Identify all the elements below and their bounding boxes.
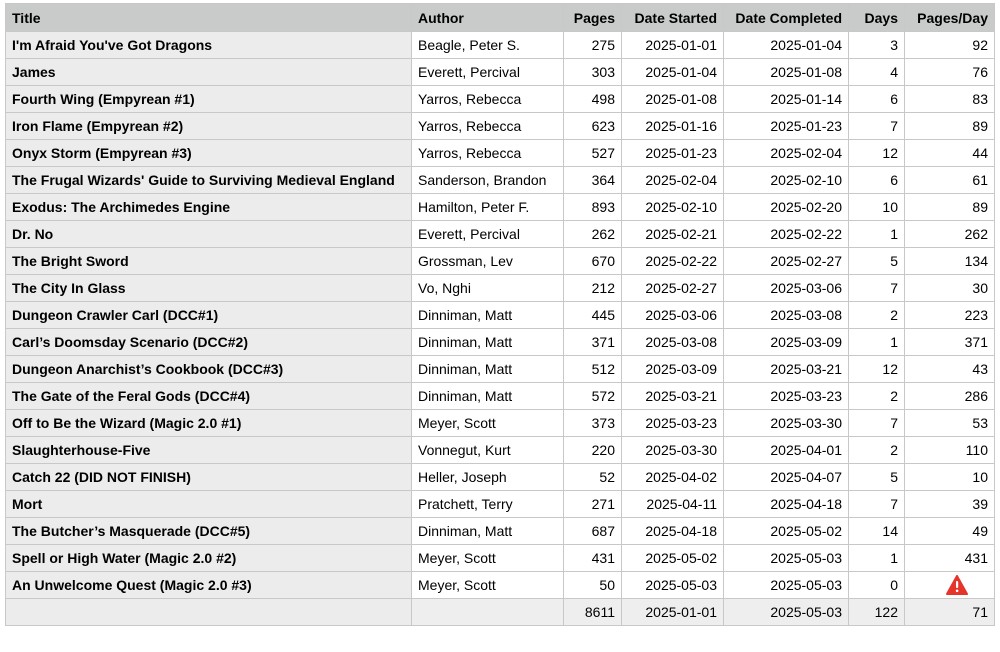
date-completed-cell[interactable]: 2025-01-08	[724, 59, 849, 86]
total-started-cell[interactable]: 2025-01-01	[622, 599, 724, 626]
pages-per-day-cell[interactable]: 89	[905, 113, 995, 140]
pages-per-day-cell[interactable]: 89	[905, 194, 995, 221]
pages-cell[interactable]: 220	[564, 437, 622, 464]
title-cell[interactable]: Catch 22 (DID NOT FINISH)	[6, 464, 412, 491]
header-row	[6, 4, 995, 32]
date-completed-cell[interactable]: 2025-04-01	[724, 437, 849, 464]
pages-per-day-cell[interactable]: 44	[905, 140, 995, 167]
totals-row	[6, 599, 995, 626]
table-row	[6, 518, 995, 545]
date-started-cell[interactable]: 2025-04-18	[622, 518, 724, 545]
days-cell[interactable]: 4	[849, 59, 905, 86]
author-cell[interactable]: Yarros, Rebecca	[412, 86, 564, 113]
title-cell[interactable]: James	[6, 59, 412, 86]
author-cell[interactable]: Sanderson, Brandon	[412, 167, 564, 194]
title-cell[interactable]: Onyx Storm (Empyrean #3)	[6, 140, 412, 167]
pages-cell[interactable]: 687	[564, 518, 622, 545]
pages-cell[interactable]: 262	[564, 221, 622, 248]
pages-cell[interactable]: 364	[564, 167, 622, 194]
title-cell[interactable]: Carl’s Doomsday Scenario (DCC#2)	[6, 329, 412, 356]
table-row	[6, 113, 995, 140]
pages-cell[interactable]: 371	[564, 329, 622, 356]
table-row	[6, 275, 995, 302]
days-cell[interactable]: 14	[849, 518, 905, 545]
author-cell[interactable]: Everett, Percival	[412, 221, 564, 248]
table-row	[6, 329, 995, 356]
days-cell[interactable]: 7	[849, 410, 905, 437]
title-cell[interactable]: Off to Be the Wizard (Magic 2.0 #1)	[6, 410, 412, 437]
date-completed-cell[interactable]: 2025-05-03	[724, 545, 849, 572]
table-row	[6, 545, 995, 572]
column-header-author[interactable]: Author	[412, 4, 564, 32]
author-cell[interactable]: Vo, Nghi	[412, 275, 564, 302]
pages-cell[interactable]: 445	[564, 302, 622, 329]
reading-log-table	[5, 3, 995, 626]
date-completed-cell[interactable]: 2025-03-23	[724, 383, 849, 410]
date-started-cell[interactable]: 2025-02-10	[622, 194, 724, 221]
title-cell[interactable]: The Frugal Wizards' Guide to Surviving Medieval England	[6, 167, 412, 194]
date-started-cell[interactable]: 2025-04-02	[622, 464, 724, 491]
days-cell[interactable]: 5	[849, 464, 905, 491]
total-completed-cell[interactable]: 2025-05-03	[724, 599, 849, 626]
author-cell[interactable]: Meyer, Scott	[412, 572, 564, 599]
author-cell[interactable]: Grossman, Lev	[412, 248, 564, 275]
pages-per-day-cell[interactable]: 30	[905, 275, 995, 302]
date-started-cell[interactable]: 2025-01-16	[622, 113, 724, 140]
pages-per-day-cell[interactable]: 76	[905, 59, 995, 86]
pages-cell[interactable]: 212	[564, 275, 622, 302]
author-cell[interactable]: Dinniman, Matt	[412, 302, 564, 329]
days-cell[interactable]: 2	[849, 302, 905, 329]
date-completed-cell[interactable]: 2025-02-22	[724, 221, 849, 248]
pages-per-day-cell[interactable]: 83	[905, 86, 995, 113]
total-title-cell[interactable]	[6, 599, 412, 626]
table-row	[6, 194, 995, 221]
table-row	[6, 86, 995, 113]
author-cell[interactable]: Dinniman, Matt	[412, 356, 564, 383]
days-cell[interactable]: 12	[849, 140, 905, 167]
days-cell[interactable]: 7	[849, 275, 905, 302]
date-started-cell[interactable]: 2025-03-30	[622, 437, 724, 464]
pages-cell[interactable]: 373	[564, 410, 622, 437]
pages-per-day-cell[interactable]	[905, 572, 995, 599]
pages-cell[interactable]: 50	[564, 572, 622, 599]
pages-cell[interactable]: 512	[564, 356, 622, 383]
title-cell[interactable]: Mort	[6, 491, 412, 518]
pages-per-day-cell[interactable]: 92	[905, 32, 995, 59]
days-cell[interactable]: 1	[849, 545, 905, 572]
table-row	[6, 221, 995, 248]
author-cell[interactable]: Dinniman, Matt	[412, 518, 564, 545]
pages-per-day-cell[interactable]: 61	[905, 167, 995, 194]
pages-per-day-cell[interactable]: 286	[905, 383, 995, 410]
date-completed-cell[interactable]: 2025-02-27	[724, 248, 849, 275]
pages-cell[interactable]: 527	[564, 140, 622, 167]
pages-cell[interactable]: 303	[564, 59, 622, 86]
pages-cell[interactable]: 893	[564, 194, 622, 221]
table-row	[6, 302, 995, 329]
date-started-cell[interactable]: 2025-03-08	[622, 329, 724, 356]
date-completed-cell[interactable]: 2025-04-07	[724, 464, 849, 491]
date-completed-cell[interactable]: 2025-01-04	[724, 32, 849, 59]
date-completed-cell[interactable]: 2025-03-06	[724, 275, 849, 302]
author-cell[interactable]: Hamilton, Peter F.	[412, 194, 564, 221]
table-row	[6, 32, 995, 59]
date-completed-cell[interactable]: 2025-03-30	[724, 410, 849, 437]
column-header-pages-per-day[interactable]: Pages/Day	[905, 4, 995, 32]
table-row	[6, 248, 995, 275]
date-completed-cell[interactable]: 2025-03-21	[724, 356, 849, 383]
days-cell[interactable]: 3	[849, 32, 905, 59]
pages-per-day-cell[interactable]: 223	[905, 302, 995, 329]
date-started-cell[interactable]: 2025-03-21	[622, 383, 724, 410]
pages-cell[interactable]: 52	[564, 464, 622, 491]
total-author-cell[interactable]	[412, 599, 564, 626]
table-row	[6, 464, 995, 491]
table-row	[6, 437, 995, 464]
column-header-pages[interactable]: Pages	[564, 4, 622, 32]
days-cell[interactable]: 6	[849, 167, 905, 194]
pages-per-day-cell[interactable]: 39	[905, 491, 995, 518]
author-cell[interactable]: Beagle, Peter S.	[412, 32, 564, 59]
table-row	[6, 410, 995, 437]
date-completed-cell[interactable]: 2025-02-10	[724, 167, 849, 194]
date-started-cell[interactable]: 2025-01-23	[622, 140, 724, 167]
date-completed-cell[interactable]: 2025-05-02	[724, 518, 849, 545]
days-cell[interactable]: 1	[849, 221, 905, 248]
author-cell[interactable]: Dinniman, Matt	[412, 329, 564, 356]
date-completed-cell[interactable]: 2025-05-03	[724, 572, 849, 599]
date-started-cell[interactable]: 2025-03-06	[622, 302, 724, 329]
table-row	[6, 356, 995, 383]
table-row	[6, 491, 995, 518]
pages-cell[interactable]: 275	[564, 32, 622, 59]
title-cell[interactable]: The Gate of the Feral Gods (DCC#4)	[6, 383, 412, 410]
pages-cell[interactable]: 431	[564, 545, 622, 572]
days-cell[interactable]: 2	[849, 383, 905, 410]
table-row	[6, 383, 995, 410]
pages-per-day-cell[interactable]: 49	[905, 518, 995, 545]
total-pages-cell[interactable]: 8611	[564, 599, 622, 626]
date-started-cell[interactable]: 2025-04-11	[622, 491, 724, 518]
table-row	[6, 572, 995, 599]
days-cell[interactable]: 5	[849, 248, 905, 275]
title-cell[interactable]: Fourth Wing (Empyrean #1)	[6, 86, 412, 113]
title-cell[interactable]: An Unwelcome Quest (Magic 2.0 #3)	[6, 572, 412, 599]
spreadsheet	[5, 3, 995, 626]
date-started-cell[interactable]: 2025-03-09	[622, 356, 724, 383]
column-header-date-started[interactable]: Date Started	[622, 4, 724, 32]
title-cell[interactable]: The City In Glass	[6, 275, 412, 302]
date-started-cell[interactable]: 2025-02-22	[622, 248, 724, 275]
date-completed-cell[interactable]: 2025-02-20	[724, 194, 849, 221]
days-cell[interactable]: 2	[849, 437, 905, 464]
days-cell[interactable]: 12	[849, 356, 905, 383]
author-cell[interactable]: Yarros, Rebecca	[412, 140, 564, 167]
title-cell[interactable]: Iron Flame (Empyrean #2)	[6, 113, 412, 140]
pages-per-day-cell[interactable]: 53	[905, 410, 995, 437]
pages-per-day-cell[interactable]: 262	[905, 221, 995, 248]
author-cell[interactable]: Yarros, Rebecca	[412, 113, 564, 140]
pages-per-day-cell[interactable]: 371	[905, 329, 995, 356]
title-cell[interactable]: I'm Afraid You've Got Dragons	[6, 32, 412, 59]
author-cell[interactable]: Heller, Joseph	[412, 464, 564, 491]
date-completed-cell[interactable]: 2025-01-23	[724, 113, 849, 140]
date-started-cell[interactable]: 2025-02-21	[622, 221, 724, 248]
date-completed-cell[interactable]: 2025-02-04	[724, 140, 849, 167]
days-cell[interactable]: 0	[849, 572, 905, 599]
warning-icon	[946, 575, 968, 595]
title-cell[interactable]: Dungeon Anarchist’s Cookbook (DCC#3)	[6, 356, 412, 383]
title-cell[interactable]: Slaughterhouse-Five	[6, 437, 412, 464]
days-cell[interactable]: 6	[849, 86, 905, 113]
column-header-date-completed[interactable]: Date Completed	[724, 4, 849, 32]
author-cell[interactable]: Meyer, Scott	[412, 410, 564, 437]
column-header-days[interactable]: Days	[849, 4, 905, 32]
author-cell[interactable]: Pratchett, Terry	[412, 491, 564, 518]
date-started-cell[interactable]: 2025-02-04	[622, 167, 724, 194]
date-started-cell[interactable]: 2025-05-03	[622, 572, 724, 599]
date-completed-cell[interactable]: 2025-03-08	[724, 302, 849, 329]
table-row	[6, 167, 995, 194]
pages-cell[interactable]: 572	[564, 383, 622, 410]
table-row	[6, 140, 995, 167]
author-cell[interactable]: Dinniman, Matt	[412, 383, 564, 410]
date-started-cell[interactable]: 2025-02-27	[622, 275, 724, 302]
date-started-cell[interactable]: 2025-03-23	[622, 410, 724, 437]
title-cell[interactable]: The Butcher’s Masquerade (DCC#5)	[6, 518, 412, 545]
pages-per-day-cell[interactable]: 43	[905, 356, 995, 383]
title-cell[interactable]: The Bright Sword	[6, 248, 412, 275]
days-cell[interactable]: 7	[849, 113, 905, 140]
date-started-cell[interactable]: 2025-01-04	[622, 59, 724, 86]
author-cell[interactable]: Vonnegut, Kurt	[412, 437, 564, 464]
pages-cell[interactable]: 670	[564, 248, 622, 275]
pages-per-day-cell[interactable]: 10	[905, 464, 995, 491]
pages-per-day-cell[interactable]: 431	[905, 545, 995, 572]
title-cell[interactable]: Dungeon Crawler Carl (DCC#1)	[6, 302, 412, 329]
pages-cell[interactable]: 623	[564, 113, 622, 140]
days-cell[interactable]: 10	[849, 194, 905, 221]
days-cell[interactable]: 7	[849, 491, 905, 518]
title-cell[interactable]: Exodus: The Archimedes Engine	[6, 194, 412, 221]
pages-per-day-cell[interactable]: 134	[905, 248, 995, 275]
column-header-title[interactable]: Title	[6, 4, 412, 32]
total-days-cell[interactable]: 122	[849, 599, 905, 626]
date-completed-cell[interactable]: 2025-03-09	[724, 329, 849, 356]
pages-cell[interactable]: 271	[564, 491, 622, 518]
date-completed-cell[interactable]: 2025-01-14	[724, 86, 849, 113]
table-row	[6, 59, 995, 86]
date-started-cell[interactable]: 2025-01-08	[622, 86, 724, 113]
pages-per-day-cell[interactable]: 110	[905, 437, 995, 464]
title-cell[interactable]: Dr. No	[6, 221, 412, 248]
title-cell[interactable]: Spell or High Water (Magic 2.0 #2)	[6, 545, 412, 572]
author-cell[interactable]: Meyer, Scott	[412, 545, 564, 572]
total-pages-per-day-cell[interactable]: 71	[905, 599, 995, 626]
author-cell[interactable]: Everett, Percival	[412, 59, 564, 86]
pages-cell[interactable]: 498	[564, 86, 622, 113]
date-started-cell[interactable]: 2025-01-01	[622, 32, 724, 59]
days-cell[interactable]: 1	[849, 329, 905, 356]
date-completed-cell[interactable]: 2025-04-18	[724, 491, 849, 518]
date-started-cell[interactable]: 2025-05-02	[622, 545, 724, 572]
